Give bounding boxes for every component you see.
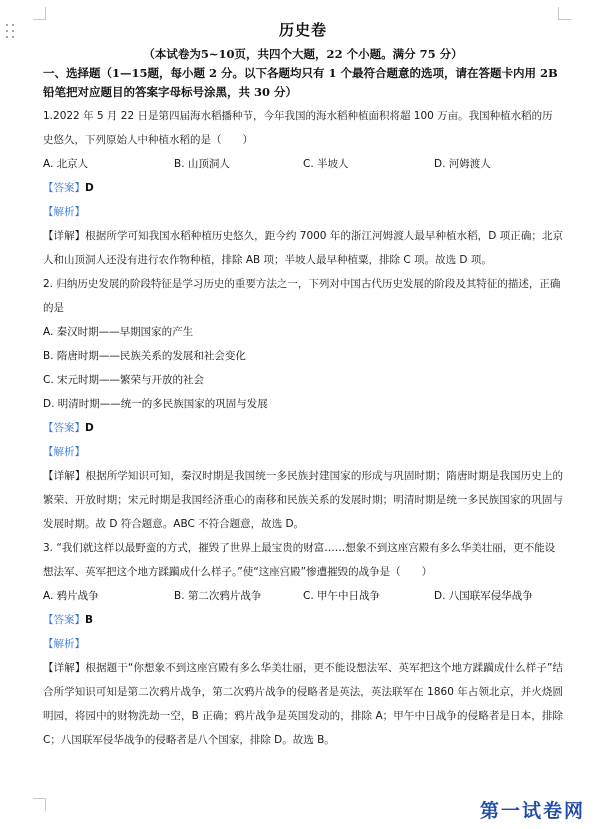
question-2-option-c: C. 宋元时期——繁荣与开放的社会 [43,374,205,386]
answer-label: 【答案】 [43,422,85,434]
question-2-analysis-label: 【解析】 [43,446,85,458]
detail-label: 【详解】 [43,662,86,674]
question-2-option-d: D. 明清时期——统一的多民族国家的巩固与发展 [43,398,268,410]
site-watermark: 第一试卷网 [479,800,585,822]
question-2-stem: 2. 归纳历史发展的阶段特征是学习历史的重要方法之一，下列对中国古代历史发展的阶段及其特征的描述，正确的是 [43,278,561,314]
option-d: D. 河姆渡人 [434,158,491,170]
detail-text: 根据所学知识可知，秦汉时期是我国统一多民族封建国家的形成与巩固时期；隋唐时期是我国历史上的繁荣、开放时期；宋元时期是我国经济重心的南移和民族关系的发展时期；明清时期是统一多民族国家的巩固与发展时期。故 D 符合题意。ABC 不符合题意，故选 D。 [43,470,564,530]
option-a: A. 北京人 [43,158,89,170]
page-title: 历史卷 [278,21,327,39]
detail-text: 根据题干“你想象不到这座宫殿有多么华美壮丽，更不能设想法军、英军把这个地方蹂躏成什么样子”结合所学知识可知是第二次鸦片战争，第二次鸦片战争的侵略者是英法，英法联军在 1860 年占领北京，并火烧圆明园，将园中的财物洗劫一空，B 正确；鸦片战争是英国发动的，排除 A；甲午中日战争的侵略者是日本，排除 C；八国联军侵华战争的侵略者是八个国家，排除 D。故选 B。 [43,662,563,746]
question-1-options [43,152,563,176]
question-1-analysis-label: 【解析】 [43,206,85,218]
option-b: B. 山顶洞人 [174,158,230,170]
detail-label: 【详解】 [43,470,86,482]
answer-label: 【答案】 [43,182,85,194]
question-2-detail [43,464,563,536]
question-3-detail [43,656,563,752]
document-content [43,14,563,752]
question-2-option-b: B. 隋唐时期——民族关系的发展和社会变化 [43,350,246,362]
answer-label: 【答案】 [43,614,85,626]
option-c: C. 半坡人 [303,158,349,170]
detail-label: 【详解】 [43,230,86,242]
answer-value: B [85,614,94,626]
question-1-detail [43,224,563,272]
question-1-stem: 1.2022 年 5 月 22 日是第四届海水稻播种节，今年我国的海水稻种植面积将超 100 万亩。我国种植水稻的历史悠久，下列原始人中种植水稻的是（ ） [43,110,553,146]
detail-text: 根据所学可知我国水稻种植历史悠久，距今约 7000 年的浙江河姆渡人最早种植水稻，D 项正确；北京人和山顶洞人还没有进行农作物种植，排除 AB 项；半坡人最早种植粟，排除 C 项。故选 D 项。 [43,230,563,266]
question-3-options [43,584,563,608]
question-3-stem: 3. “我们就这样以最野蛮的方式，摧毁了世界上最宝贵的财富……想象不到这座宫殿有多么华美壮丽，更不能设想法军、英军把这个地方蹂躏成什么样子。”使“这座宫殿”惨遭摧毁的战争是（ ） [43,542,556,578]
question-3-answer [43,608,563,632]
question-2-option-a: A. 秦汉时期——早期国家的产生 [43,326,194,338]
exam-subtitle: （本试卷为5~10页，共四个大题，22 个小题。满分 75 分） [143,47,463,61]
option-b: B. 第二次鸦片战争 [174,590,262,602]
option-a: A. 鸦片战争 [43,590,99,602]
answer-value: D [85,182,94,194]
crop-mark-bottom-left [33,798,46,811]
option-d: D. 八国联军侵华战争 [434,590,533,602]
question-3-analysis-label: 【解析】 [43,638,85,650]
option-c: C. 甲午中日战争 [303,590,381,602]
drag-handle-icon[interactable] [6,24,16,40]
question-2-answer [43,416,563,440]
question-1-answer [43,176,563,200]
answer-value: D [85,422,94,434]
section-heading: 一、选择题（1—15题，每小题 2 分。以下各题均只有 1 个最符合题意的选项，请在答题卡内用 2B 铅笔把对应题目的答案字母标号涂黑，共 30 分） [43,66,558,99]
